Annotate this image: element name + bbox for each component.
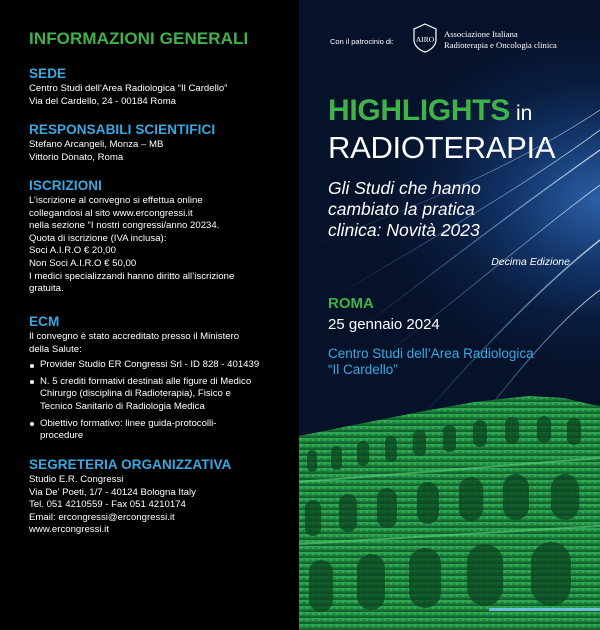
sede-line: Via del Cardello, 24 - 00184 Roma xyxy=(29,95,177,107)
ecm-bullet-list xyxy=(29,359,291,443)
association-line: Associazione Italiana xyxy=(444,29,518,39)
event-date: 25 gennaio 2024 xyxy=(328,316,440,333)
highlights-word: HIGHLIGHTS xyxy=(328,94,510,127)
responsabili-section xyxy=(29,122,291,164)
association-name xyxy=(444,29,557,50)
iscrizioni-heading: ISCRIZIONI xyxy=(29,178,103,193)
ecm-intro xyxy=(29,331,291,356)
event-title-line1 xyxy=(328,94,532,128)
airo-logo-icon xyxy=(412,23,438,53)
event-title-line2: RADIOTERAPIA xyxy=(328,130,556,165)
in-word: in xyxy=(516,102,533,125)
edition-label: Decima Edizione xyxy=(491,256,570,268)
event-subtitle xyxy=(328,178,588,241)
ecm-bullet-line: Provider Studio ER Congressi Srl - ID 828 - 401439 xyxy=(40,359,260,371)
venue-line: “Il Cardello” xyxy=(328,362,398,377)
segreteria-text xyxy=(29,474,291,537)
airo-logo-text: AIRO xyxy=(415,35,435,44)
info-title: INFORMAZIONI GENERALI xyxy=(29,29,249,48)
segreteria-line: Tel. 051 4210559 - Fax 051 4210174 xyxy=(29,499,186,511)
segreteria-email[interactable]: Email: ercongressi@ercongressi.it xyxy=(29,511,175,523)
responsabili-line: Stefano Arcangeli, Monza – MB xyxy=(29,139,164,150)
iscrizioni-line: Soci A.I.R.O € 20,00 xyxy=(29,245,116,257)
sede-line: Centro Studi dell’Area Radiologica “Il Cardello” xyxy=(29,83,228,94)
segreteria-section xyxy=(29,457,291,537)
responsabili-line: Vittorio Donato, Roma xyxy=(29,151,124,163)
iscrizioni-line: I medici specializzandi hanno diritto all’iscrizione xyxy=(29,270,235,282)
iscrizioni-line: gratuita. xyxy=(29,283,64,295)
event-venue xyxy=(328,346,588,378)
subtitle-line: Gli Studi che hanno xyxy=(328,178,481,198)
sede-heading: SEDE xyxy=(29,66,67,81)
iscrizioni-text xyxy=(29,195,291,296)
event-city: ROMA xyxy=(328,295,374,312)
ecm-bullet xyxy=(29,376,291,414)
venue-line: Centro Studi dell’Area Radiologica xyxy=(328,346,534,361)
colosseum-illustration xyxy=(299,396,600,630)
subtitle-line: cambiato la pratica xyxy=(328,199,475,219)
ecm-bullet-line: Obiettivo formativo: linee guida-protocolli- xyxy=(40,417,217,429)
iscrizioni-section xyxy=(29,178,291,296)
association-line: Radioterapia e Oncologia clinica xyxy=(444,39,557,50)
iscrizioni-line: Quota di iscrizione (IVA inclusa): xyxy=(29,232,167,244)
responsabili-heading: RESPONSABILI SCIENTIFICI xyxy=(29,122,216,137)
ecm-bullet-line: N. 5 crediti formativi destinati alle figure di Medico xyxy=(40,375,252,387)
responsabili-text xyxy=(29,139,291,164)
ecm-bullet-line: Tecnico Sanitario di Radiologia Medica xyxy=(40,400,205,412)
ecm-intro-line: della Salute: xyxy=(29,343,82,355)
patronage-label: Con il patrocinio di: xyxy=(330,37,394,46)
ecm-bullet xyxy=(29,359,291,372)
segreteria-website[interactable]: www.ercongressi.it xyxy=(29,524,109,536)
iscrizioni-line: nella sezione “I nostri congressi/anno 20234. xyxy=(29,220,220,232)
subtitle-line: clinica: Novità 2023 xyxy=(328,220,480,240)
cover-panel xyxy=(299,0,600,630)
sede-text xyxy=(29,83,291,108)
iscrizioni-line: L’iscrizione al convegno si effettua online xyxy=(29,195,203,206)
segreteria-line: Via De’ Poeti, 1/7 - 40124 Bologna Italy xyxy=(29,486,196,498)
ecm-bullet-line: procedure xyxy=(40,430,84,442)
ecm-bullet-line: Chirurgo (disciplina di Radioterapia), Fisico e xyxy=(40,388,231,400)
ecm-intro-line: Il convegno è stato accreditato presso il Ministero xyxy=(29,331,240,342)
sede-section xyxy=(29,66,291,108)
ecm-heading: ECM xyxy=(29,314,60,329)
ecm-section xyxy=(29,314,291,447)
segreteria-heading: SEGRETERIA ORGANIZZATIVA xyxy=(29,457,232,472)
iscrizioni-line: collegandosi al sito www.ercongressi.it xyxy=(29,207,193,219)
ecm-bullet xyxy=(29,418,291,443)
iscrizioni-line: Non Soci A.I.R.O € 50,00 xyxy=(29,257,137,269)
segreteria-line: Studio E.R. Congressi xyxy=(29,474,124,485)
info-panel xyxy=(0,0,299,630)
